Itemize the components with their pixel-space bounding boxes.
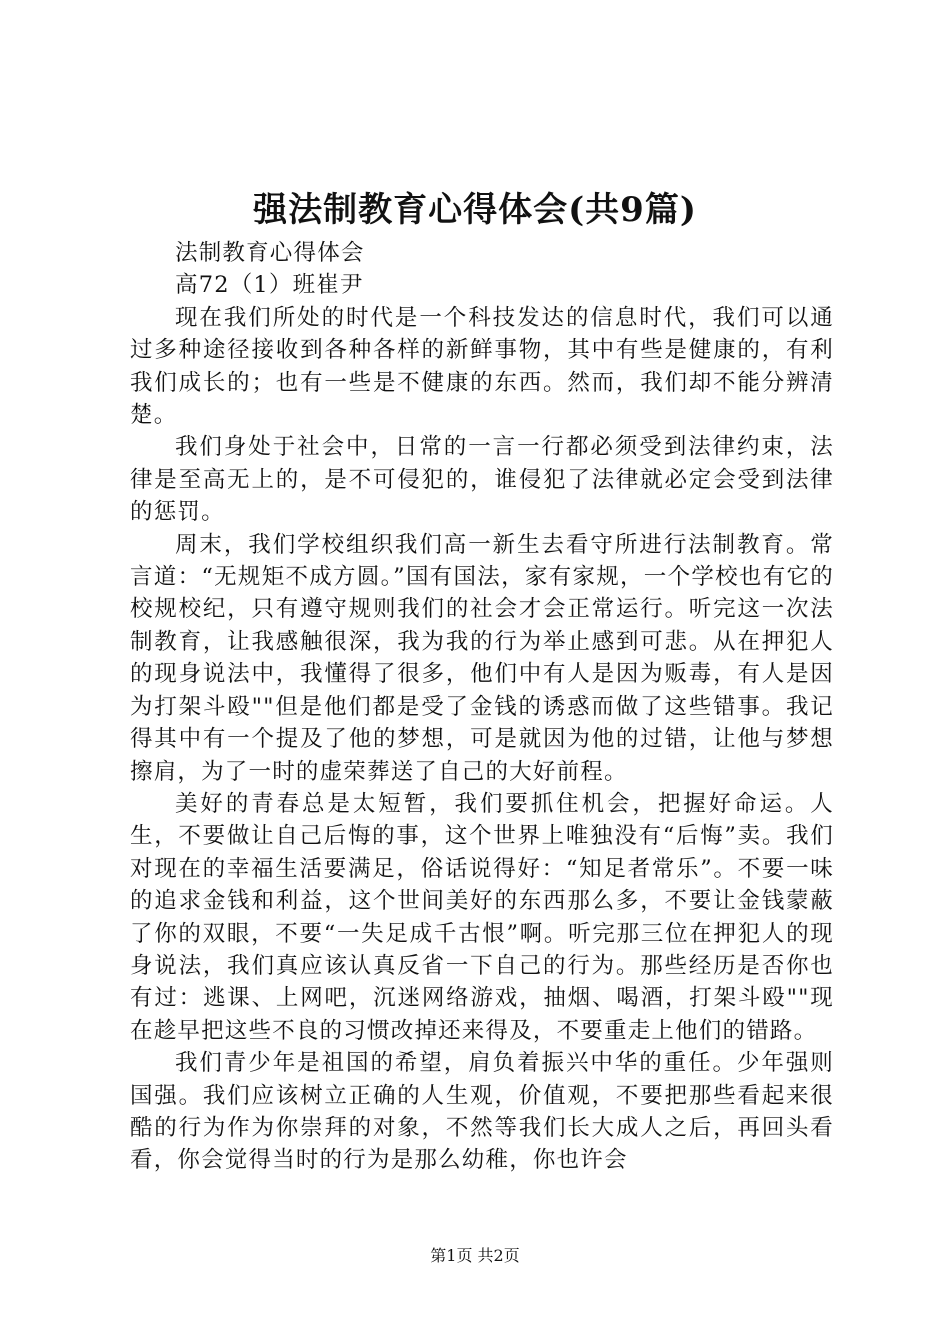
document-title: 强法制教育心得体会(共9篇) xyxy=(253,190,697,230)
paragraph: 周末，我们学校组织我们高一新生去看守所进行法制教育。常言道：“无规矩不成方圆。”国有国法，家有家规，一个学校也有它的校规校纪，只有遵守规则我们的社会才会正常运行。听完这一次法制教育，让我感触很深，我为我的行为举止感到可悲。从在押犯人的现身说法中，我懂得了很多，他们中有人是因为贩毒，有人是因为打架斗殴""但是他们都是受了金钱的诱惑而做了这些错事。我记得其中有一个提及了他的梦想，可是就因为他的过错，让他与梦想擦肩，为了一时的虚荣葬送了自己的大好前程。 xyxy=(130,531,834,785)
paragraph: 我们身处于社会中，日常的一言一行都必须受到法律约束，法律是至高无上的，是不可侵犯的，谁侵犯了法律就必定会受到法律的惩罚。 xyxy=(130,434,834,526)
paragraph: 美好的青春总是太短暂，我们要抓住机会，把握好命运。人生，不要做让自己后悔的事，这个世界上唯独没有“后悔”卖。我们对现在的幸福生活要满足，俗话说得好：“知足者常乐”。不要一味的追求金钱和利益，这个世间美好的东西那么多，不要让金钱蒙蔽了你的双眼，不要“一失足成千古恨”啊。听完那三位在押犯人的现身说法，我们真应该认真反省一下自己的行为。那些经历是否你也有过：逃课、上网吧，沉迷网络游戏，抽烟、喝酒，打架斗殴""现在趁早把这些不良的习惯改掉还来得及，不要重走上他们的错路。 xyxy=(130,790,834,1044)
section-heading: 法制教育心得体会 xyxy=(175,240,365,266)
document-body xyxy=(130,237,834,1177)
author-line: 高72（1）班崔尹 xyxy=(175,272,364,299)
page-footer: 第1页 共2页 xyxy=(430,1246,520,1265)
paragraph: 我们青少年是祖国的希望，肩负着振兴中华的重任。少年强则国强。我们应该树立正确的人生观，价值观，不要把那些看起来很酷的行为作为你崇拜的对象，不然等我们长大成人之后，再回头看看，你会觉得当时的行为是那么幼稚，你也许会 xyxy=(130,1050,834,1174)
paragraph: 现在我们所处的时代是一个科技发达的信息时代，我们可以通过多种途径接收到各种各样的新鲜事物，其中有些是健康的，有利我们成长的；也有一些是不健康的东西。然而，我们却不能分辨清楚。 xyxy=(130,304,834,429)
